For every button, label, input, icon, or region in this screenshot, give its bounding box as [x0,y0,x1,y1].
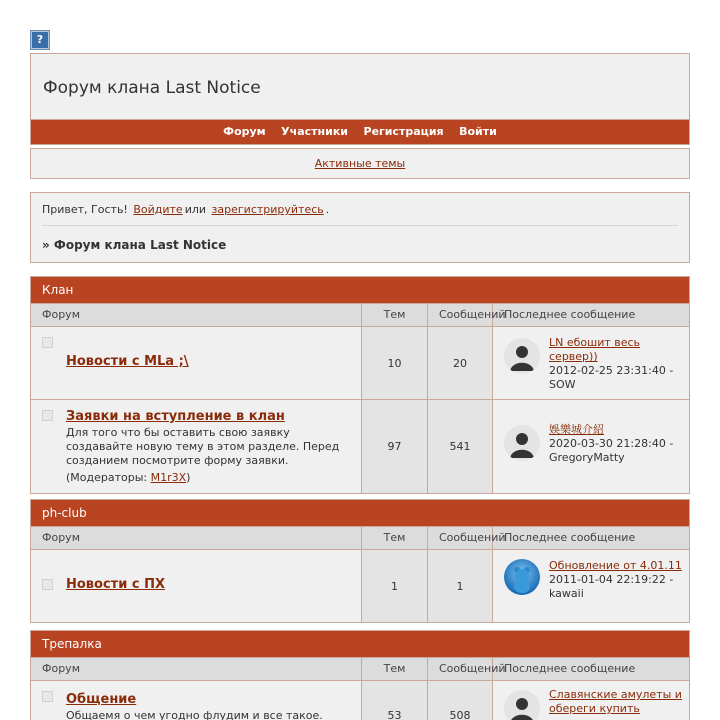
category-clan [30,276,690,494]
welcome-box [30,192,690,263]
active-topics-link[interactable]: Активные темы [314,157,406,170]
col-forum: Форум [31,658,362,680]
user-avatar-icon [504,559,540,595]
col-posts: Сообщений [428,658,493,680]
forum-status-icon [42,337,53,348]
topics-count: 1 [362,550,428,622]
col-last: Последнее сообщение [504,531,636,544]
forum-title-link[interactable]: Новости с ПХ [66,577,165,592]
breadcrumb: » Форум клана Last Notice [42,238,227,252]
category-ph-club [30,499,690,623]
posts-count: 541 [428,400,493,493]
greeting-text: Привет, Гость! [42,203,128,216]
forum-description: Общаемя о чем угодно флудим и все такое. [66,709,323,720]
nav-forum[interactable]: Форум [223,125,266,138]
forum-title-link[interactable]: Заявки на вступление в клан [66,409,285,424]
last-post-link[interactable]: Славянские амулеты и обереги купить [549,688,682,715]
forum-status-icon [42,410,53,421]
category-title[interactable]: Клан [31,277,689,304]
col-last: Последнее сообщение [504,662,636,675]
category-title[interactable]: ph-club [31,500,689,527]
site-title: Форум клана Last Notice [43,78,261,98]
forum-row [31,400,689,493]
column-header [31,304,689,327]
user-avatar-icon [504,338,540,374]
col-posts: Сообщений [428,304,493,326]
main-nav [30,119,690,145]
login-link[interactable]: Войдите [133,203,183,216]
forum-row [31,681,689,720]
column-header [31,658,689,681]
last-post-link[interactable]: LN ебошит весь сервер)) [549,336,641,363]
moderator-link[interactable]: M1r3X [150,471,187,484]
topics-count: 97 [362,400,428,493]
col-forum: Форум [31,304,362,326]
or-text: или [184,203,207,216]
col-last: Последнее сообщение [504,308,636,321]
last-post-date: 2011-01-04 22:19:22 - [549,573,674,586]
forum-row [31,550,689,622]
forum-moderators [66,471,351,484]
topics-count: 10 [362,327,428,399]
help-icon[interactable]: ? [31,31,49,49]
dot-text: . [325,203,330,216]
last-post-link[interactable]: 娛樂城介紹 [549,423,604,436]
col-topics: Тем [362,527,428,549]
user-avatar-icon [504,425,540,461]
forum-row [31,327,689,400]
last-post-user: GregoryMatty [549,451,625,464]
nav-members[interactable]: Участники [281,125,349,138]
last-post-link[interactable]: Обновление от 4.01.11 [549,559,682,572]
divider [42,225,678,226]
greeting-line [42,203,329,216]
col-forum: Форум [31,527,362,549]
category-title[interactable]: Трепалка [31,631,689,658]
forum-title-link[interactable]: Общение [66,692,137,707]
posts-count: 508 [428,681,493,720]
nav-register[interactable]: Регистрация [363,125,444,138]
col-topics: Тем [362,658,428,680]
column-header [31,527,689,550]
forum-title-link[interactable]: Новости с MLa ;\ [66,354,189,369]
posts-count: 20 [428,327,493,399]
forum-status-icon [42,691,53,702]
mods-suffix: ) [186,471,191,484]
col-topics: Тем [362,304,428,326]
forum-status-icon [42,579,53,590]
last-post-user: kawaii [549,587,584,600]
category-chatter [30,630,690,720]
last-post-date: 2012-02-25 23:31:40 - [549,364,674,377]
last-post-date: 2020-03-30 21:28:40 - [549,437,674,450]
register-link[interactable]: зарегистрируйтесь [211,203,324,216]
sub-nav [30,148,690,179]
col-posts: Сообщений [428,527,493,549]
site-header [30,53,690,119]
last-post-user: SOW [549,378,576,391]
posts-count: 1 [428,550,493,622]
nav-login[interactable]: Войти [459,125,497,138]
forum-description: Для того что бы оставить свою заявку создавайте новую тему в этом разделе. Перед созданием посмотрите форму заявки. [66,426,340,467]
mods-label: (Модераторы: [66,471,151,484]
user-avatar-icon [504,690,540,720]
topics-count: 53 [362,681,428,720]
